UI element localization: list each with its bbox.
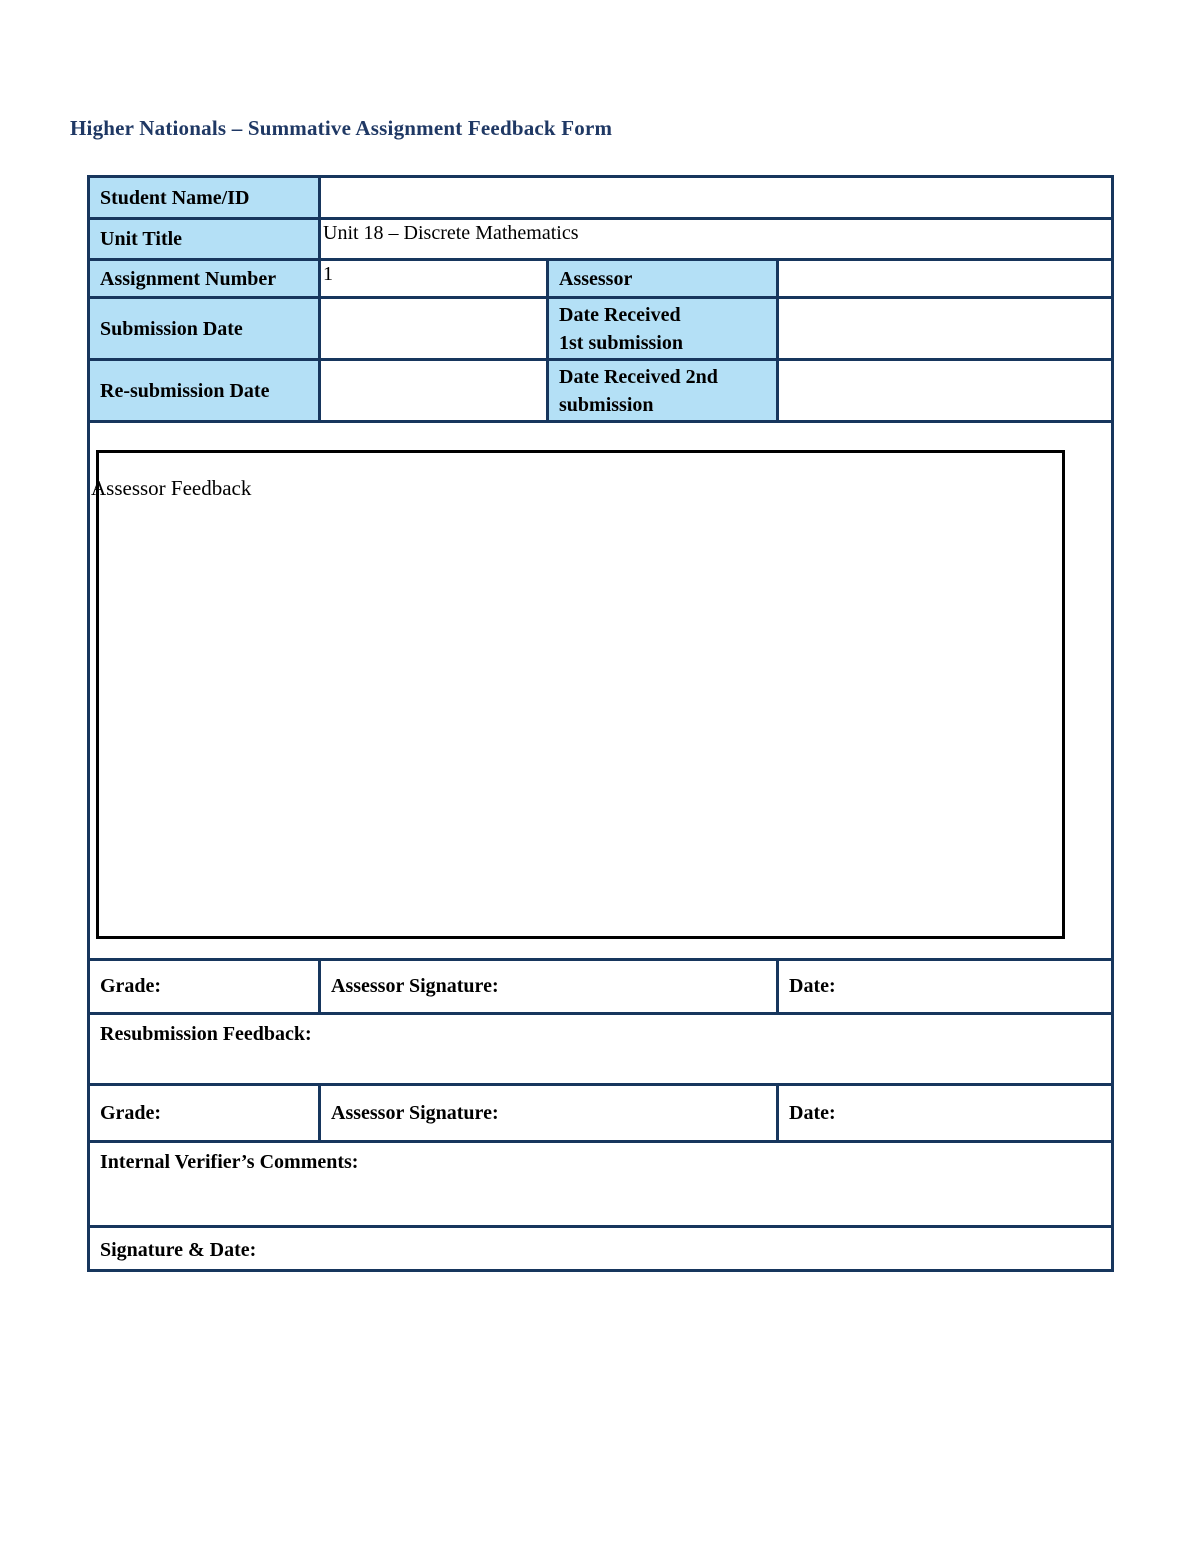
feedback-form (87, 175, 1114, 1272)
assessor-feedback-box[interactable] (96, 450, 1065, 939)
unit-title-field[interactable]: Unit 18 – Discrete Mathematics (318, 220, 1111, 258)
assignment-number-row (90, 261, 1111, 299)
student-name-label: Student Name/ID (90, 178, 318, 217)
unit-title-row (90, 220, 1111, 261)
assessor-feedback-section (90, 423, 1111, 961)
resubmission-date-label: Re-submission Date (90, 361, 318, 420)
grade-second-label[interactable]: Grade: (100, 1101, 162, 1124)
resubmission-date-field[interactable] (318, 361, 548, 420)
date-received-first-label (546, 299, 779, 358)
student-name-row (90, 178, 1111, 220)
date-received-first-label-line1: Date Received (559, 303, 681, 326)
resubmission-feedback-row (90, 1015, 1111, 1086)
assessor-signature-second-label[interactable]: Assessor Signature: (318, 1086, 779, 1140)
grade-row-second (90, 1086, 1111, 1143)
assignment-number-field[interactable]: 1 (318, 261, 548, 296)
student-name-field[interactable] (318, 178, 1111, 217)
assessor-signature-first-label[interactable]: Assessor Signature: (318, 961, 779, 1012)
signature-date-label[interactable]: Signature & Date: (100, 1238, 257, 1261)
date-received-second-label-line2: submission (559, 393, 654, 416)
date-received-second-field[interactable] (776, 361, 1111, 420)
page-title: Higher Nationals – Summative Assignment Feedback Form (70, 116, 613, 140)
assignment-number-label: Assignment Number (90, 261, 318, 296)
signature-date-row (90, 1228, 1111, 1272)
date-second-label[interactable]: Date: (776, 1086, 1111, 1140)
submission-date-row (90, 299, 1111, 361)
assessor-label: Assessor (546, 261, 779, 296)
date-first-label[interactable]: Date: (776, 961, 1111, 1012)
assessor-feedback-label: Assessor Feedback (91, 476, 252, 500)
date-received-second-label (546, 361, 779, 420)
date-received-second-label-line1: Date Received 2nd (559, 365, 718, 388)
grade-row-first (90, 961, 1111, 1015)
resubmission-date-row (90, 361, 1111, 423)
submission-date-field[interactable] (318, 299, 548, 358)
grade-first-label[interactable]: Grade: (100, 975, 162, 997)
unit-title-label: Unit Title (90, 220, 318, 258)
submission-date-label: Submission Date (90, 299, 318, 358)
assessor-field[interactable] (776, 261, 1111, 296)
internal-verifier-comments-label[interactable]: Internal Verifier’s Comments: (100, 1151, 359, 1173)
internal-verifier-row (90, 1143, 1111, 1228)
date-received-first-field[interactable] (776, 299, 1111, 358)
resubmission-feedback-label[interactable]: Resubmission Feedback: (100, 1023, 312, 1045)
date-received-first-label-line2: 1st submission (559, 331, 683, 354)
